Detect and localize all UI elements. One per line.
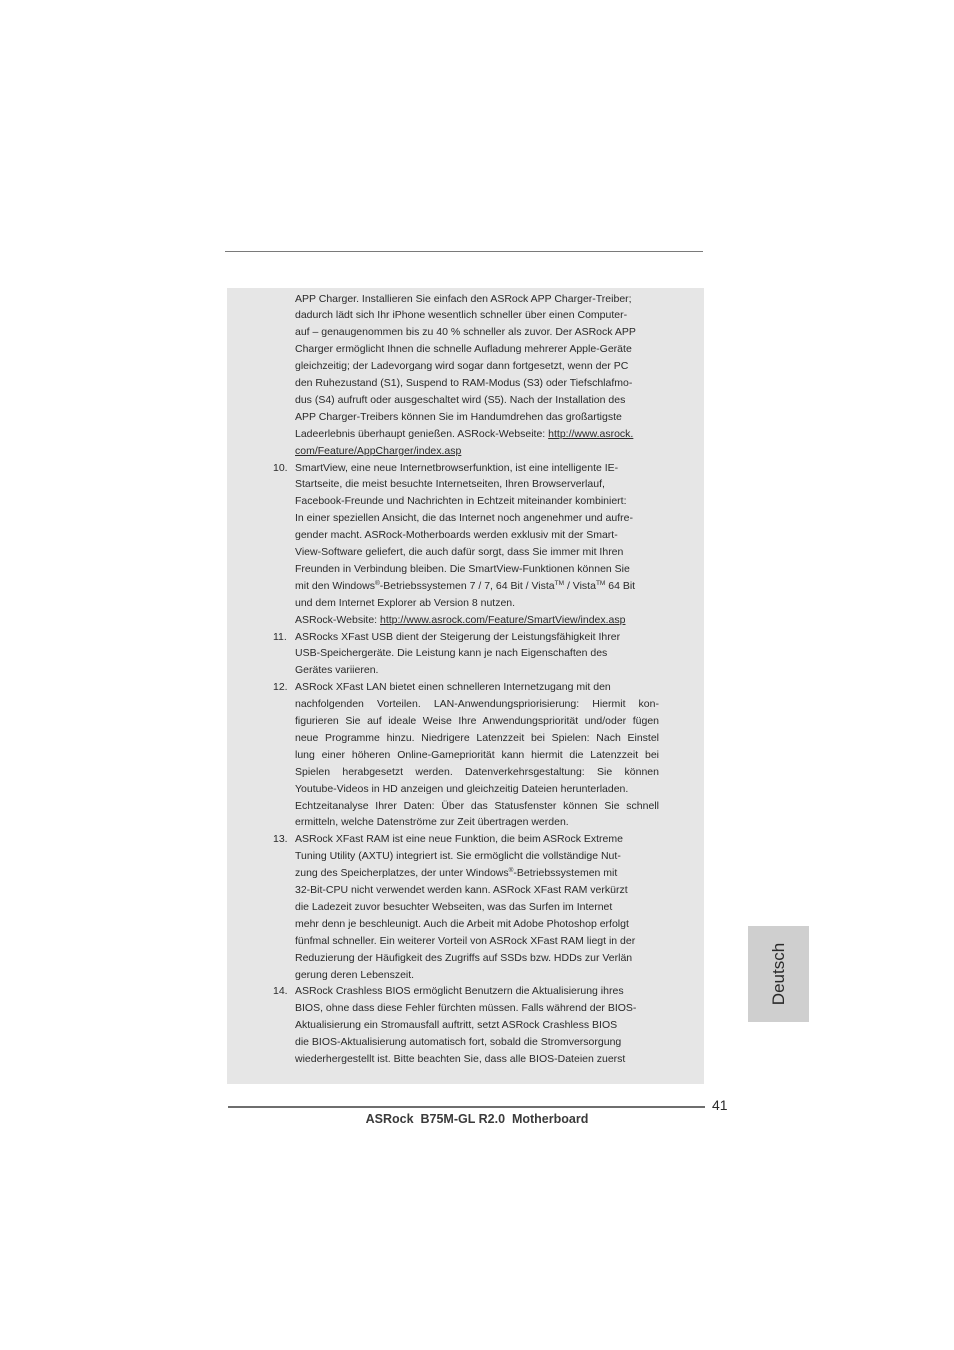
top-rule — [225, 251, 703, 252]
text-line: Echtzeitanalyse Ihrer Daten: Über das Statusfenster können Sie schnell — [295, 799, 659, 812]
text-line: gender macht. ASRock-Motherboards werden exklusiv mit der Smart- — [295, 529, 618, 542]
text-line: die Ladezeit zuvor besuchter Webseiten, was das Surfen im Internet — [295, 900, 613, 913]
list-number: 11. — [273, 630, 287, 643]
text-line: ASRock Crashless BIOS ermöglicht Benutzern die Aktualisierung ihres — [295, 985, 624, 998]
bottom-rule — [228, 1106, 705, 1108]
text-line: Tuning Utility (AXTU) integriert ist. Sie ermöglicht die vollständige Nut- — [295, 850, 621, 863]
text-line: Aktualisierung ein Stromausfall auftritt, setzt ASRock Crashless BIOS — [295, 1019, 618, 1032]
registered-mark: ® — [374, 579, 380, 587]
text-line: dadurch lädt sich Ihr iPhone wesentlich schneller über einen Computer- — [295, 309, 628, 322]
text-line: auf – genaugenommen bis zu 40 % schneller als zuvor. Der ASRock APP — [295, 326, 636, 339]
text-line: Freunden in Verbindung bleiben. Die SmartView-Funktionen können Sie — [295, 562, 630, 575]
text-segment: 64 Bit — [605, 579, 636, 592]
text-line: USB-Speichergeräte. Die Leistung kann je nach Eigenschaften des — [295, 647, 608, 660]
text-line: den Ruhezustand (S1), Suspend to RAM-Modus (S3) oder Tiefschlafmo- — [295, 377, 633, 389]
text-line: View-Software geliefert, die auch dafür sorgt, dass Sie immer mit Ihren — [295, 546, 624, 558]
text-line: nachfolgenden Vorteilen. LAN-Anwendungspriorisierung: Hiermit kon- — [295, 698, 659, 711]
registered-mark: ® — [508, 867, 514, 875]
text-line: gleichzeitig; der Ladevorgang wird sogar dann fortgesetzt, wenn der PC — [295, 360, 629, 373]
text-line: die BIOS-Aktualisierung automatisch fort, sobald die Stromversorgung — [295, 1036, 622, 1049]
text-line: gerung deren Lebenszeit. — [295, 968, 415, 981]
text-line — [295, 426, 633, 443]
text-line: fünfmal schneller. Ein weiterer Vorteil von ASRock XFast RAM liegt in der — [295, 934, 636, 947]
language-tab-label: Deutsch — [768, 942, 788, 1006]
text-line: Reduzierung der Häufigkeit des Zugriffs auf SSDs bzw. HDDs zur Verlän — [295, 951, 633, 964]
text-line: In einer speziellen Ansicht, die das Internet noch angenehmer und aufre- — [295, 512, 633, 525]
text-line: dus (S4) aufruft oder ausgeschaltet wird (S5). Nach der Installation des — [295, 393, 626, 406]
text-line: ASRock XFast RAM ist eine neue Funktion, die beim ASRock Extreme — [295, 833, 623, 846]
text-segment: zung des Speicherplatzes, der unter Windows — [295, 867, 509, 880]
text-line: figurieren Sie auf ideale Weise Ihre Anwendungspriorität und/oder fügen — [295, 715, 659, 727]
text-line: SmartView, eine neue Internetbrowserfunktion, ist eine intelligente IE- — [295, 461, 619, 474]
list-number: 10. — [273, 461, 288, 474]
language-tab — [748, 926, 809, 1022]
text-line: Startseite, die meist besuchte Internetseiten, Ihren Browserverlauf, — [295, 478, 605, 491]
text-line: Spielen herabgesetzt werden. Datenverkehrsgestaltung: Sie können — [295, 765, 659, 778]
trademark-mark: TM — [554, 579, 565, 587]
list-number: 14. — [273, 985, 288, 998]
text-line: BIOS, ohne dass diese Fehler fürchten müssen. Falls während der BIOS- — [295, 1002, 637, 1015]
text-line: ermitteln, welche Datenströme zur Zeit übertragen werden. — [295, 816, 569, 829]
text-line: Facebook-Freunde und Nachrichten in Echtzeit miteinander kombiniert: — [295, 495, 627, 508]
text-line: und dem Internet Explorer ab Version 8 nutzen. — [295, 596, 516, 609]
text-segment: Ladeerlebnis überhaupt genießen. ASRock-Webseite: — [295, 427, 549, 440]
text-line: wiederhergestellt ist. Bitte beachten Sie, dass alle BIOS-Dateien zuerst — [295, 1053, 626, 1065]
trademark-mark: TM — [595, 579, 606, 587]
web-link[interactable]: com/Feature/AppCharger/index.asp — [295, 444, 462, 457]
web-link[interactable]: http://www.asrock. — [548, 427, 634, 440]
text-segment: / Vista — [564, 579, 596, 592]
text-line: neue Programme hinzu. Niedrigere Latenzzeit bei Spielen: Nach Einstel — [295, 731, 659, 744]
text-line: APP Charger-Treibers können Sie im Handumdrehen das großartigste — [295, 410, 622, 423]
text-line — [295, 443, 461, 460]
text-line: ASRocks XFast USB dient der Steigerung der Leistungsfähigkeit Ihrer — [295, 630, 621, 643]
web-link[interactable]: http://www.asrock.com/Feature/SmartView/index.asp — [380, 613, 626, 626]
text-line — [295, 865, 617, 882]
text-line: Charger ermöglicht Ihnen die schnelle Aufladung mehrerer Apple-Geräte — [295, 343, 632, 356]
page-number: 41 — [712, 1097, 728, 1113]
text-segment: mit den Windows — [295, 579, 375, 592]
list-number: 13. — [273, 833, 288, 846]
text-line: ASRock XFast LAN bietet einen schnelleren Internetzugang mit den — [295, 681, 611, 694]
text-line: Youtube-Videos in HD anzeigen und gleichzeitig Dateien herunterladen. — [295, 782, 629, 795]
list-number: 12. — [273, 681, 288, 694]
text-segment: -Betriebssystemen 7 / 7, 64 Bit / Vista — [379, 579, 555, 592]
text-line: 32-Bit-CPU nicht verwendet werden kann. ASRock XFast RAM verkürzt — [295, 884, 628, 896]
text-segment: ASRock-Website: — [295, 613, 380, 626]
text-line — [295, 578, 635, 595]
text-line: APP Charger. Installieren Sie einfach den ASRock APP Charger-Treiber; — [295, 292, 632, 305]
text-line: mehr denn je beschleunigt. Auch die Arbeit mit Adobe Photoshop erfolgt — [295, 917, 629, 930]
text-segment: -Betriebssystemen mit — [513, 867, 618, 880]
footer-title: ASRock B75M-GL R2.0 Motherboard — [365, 1112, 589, 1126]
text-line: Gerätes variieren. — [295, 664, 379, 677]
text-line — [295, 612, 626, 629]
text-line: lung einer höheren Online-Gamepriorität kann hiermit die Latenzzeit bei — [295, 748, 659, 761]
